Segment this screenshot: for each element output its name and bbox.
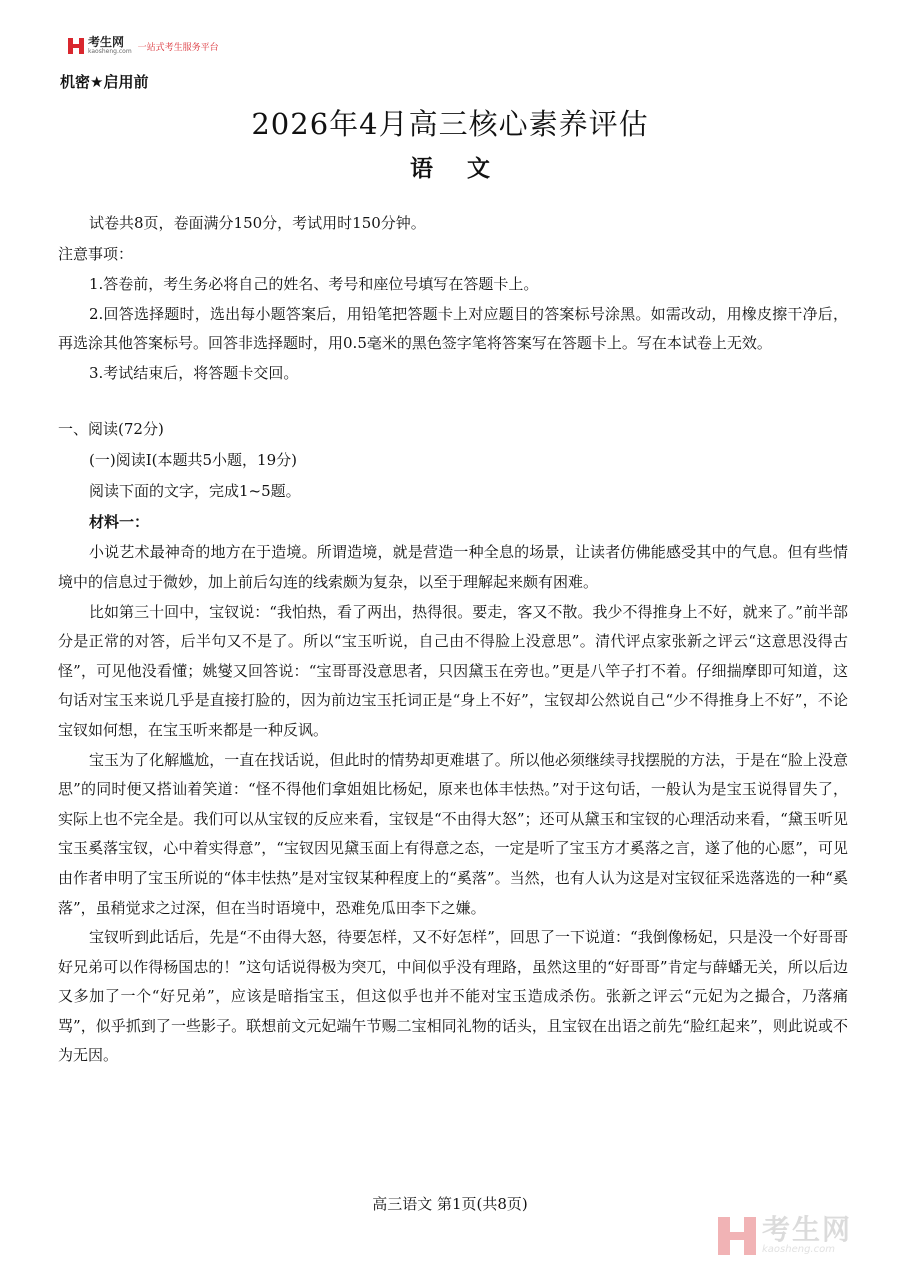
material-label: 材料一： — [89, 513, 150, 532]
page-footer: 高三语文 第1页(共8页) — [372, 1195, 528, 1213]
notice-item-1: 1.答卷前，考生务必将自己的姓名、考号和座位号填写在答题卡上。 — [89, 275, 539, 293]
logo-mark-icon — [68, 38, 84, 54]
document-body — [58, 208, 848, 1071]
watermark-text — [762, 1213, 853, 1255]
watermark-domain: kaosheng.com — [762, 1244, 835, 1255]
logo-name: 考生网 — [88, 35, 125, 49]
watermark-name: 考生网 — [762, 1213, 853, 1246]
exam-intro: 试卷共8页，卷面满分150分，考试用时150分钟。 — [89, 214, 426, 232]
watermark-logo-icon — [718, 1217, 756, 1255]
notice-item-2: 2.回答选择题时，选出每小题答案后，用铅笔把答题卡上对应题目的答案标号涂黑。如需改动，用橡皮擦干净后，再选涂其他答案标号。回答非选择题时，用0.5毫米的黑色签字笔将答案写在答题卡上。写在本试卷上无效。 — [58, 304, 848, 353]
logo-slogan: 一站式考生服务平台 — [137, 43, 219, 53]
site-logo — [68, 36, 219, 55]
passage-paragraph-4: 宝钗听到此话后，先是“不由得大怒，待要怎样，又不好怎样”，回思了一下说道：“我倒像杨妃，只是没一个好哥哥好兄弟可以作得杨国忠的！”这句话说得极为突兀，中间似乎没有理路，虽然这里的“好哥哥”肯定与薛蟠无关，所以后边又多加了一个“好兄弟”，应该是暗指宝玉，但这似乎也并不能对宝玉造成杀伤。张新之评云“元妃为之撮合，乃落痛骂”，似乎抓到了一些影子。联想前文元妃端午节赐二宝相同礼物的话头，且宝钗在出语之前先“脸红起来”，则此说或不为无因。 — [58, 928, 848, 1065]
logo-domain: kaosheng.com — [88, 48, 132, 55]
logo-text — [88, 36, 132, 55]
exam-title: 2026年4月高三核心素养评估 — [251, 107, 649, 141]
secret-label: 机密★启用前 — [60, 73, 149, 91]
sub-section-heading: (一)阅读Ⅰ(本题共5小题，19分) — [89, 451, 297, 470]
watermark — [718, 1213, 853, 1255]
reading-instruction: 阅读下面的文字，完成1~5题。 — [89, 482, 301, 501]
notice-item-3: 3.考试结束后，将答题卡交回。 — [89, 363, 299, 382]
section-heading: 一、阅读(72分) — [58, 420, 164, 439]
subject-title: 语文 — [410, 156, 524, 182]
passage-paragraph-1: 小说艺术最神奇的地方在于造境。所谓造境，就是营造一种全息的场景，让读者仿佛能感受其中的气息。但有些情境中的信息过于微妙，加上前后勾连的线索颇为复杂，以至于理解起来颇有困难。 — [58, 543, 848, 591]
notice-title: 注意事项： — [58, 245, 134, 263]
passage-paragraph-3: 宝玉为了化解尴尬，一直在找话说，但此时的情势却更难堪了。所以他必须继续寻找摆脱的方法，于是在“脸上没意思”的同时便又搭讪着笑道：“怪不得他们拿姐姐比杨妃，原来也体丰怯热。”对于这句话，一般认为是宝玉说得冒失了，实际上也不完全是。我们可以从宝钗的反应来看，宝钗是“不由得大怒”；还可从黛玉和宝钗的心理活动来看，“黛玉听见宝玉奚落宝钗，心中着实得意”，“宝钗因见黛玉面上有得意之态，一定是听了宝玉方才奚落之言，遂了他的心愿”，可见由作者申明了宝玉所说的“体丰怯热”是对宝钗某种程度上的“奚落”。当然，也有人认为这是对宝钗征采选落选的一种“奚落”，虽稍觉求之过深，但在当时语境中，恐难免瓜田李下之嫌。 — [58, 750, 848, 917]
passage-paragraph-2: 比如第三十回中，宝钗说：“我怕热，看了两出，热得很。要走，客又不散。我少不得推身上不好，就来了。”前半部分是正常的对答，后半句又不是了。所以“宝玉听说，自己由不得脸上没意思”。清代评点家张新之评云“这意思没得古怪”，可见他没看懂；姚燮又回答说：“宝哥哥没意思者，只因黛玉在旁也。”更是八竿子打不着。仔细揣摩即可知道，这句话对宝玉来说几乎是直接打脸的，因为前边宝玉托词正是“身上不好”，宝钗却公然说自己“少不得推身上不好”，不论宝钗如何想，在宝玉听来都是一种反讽。 — [58, 602, 848, 739]
